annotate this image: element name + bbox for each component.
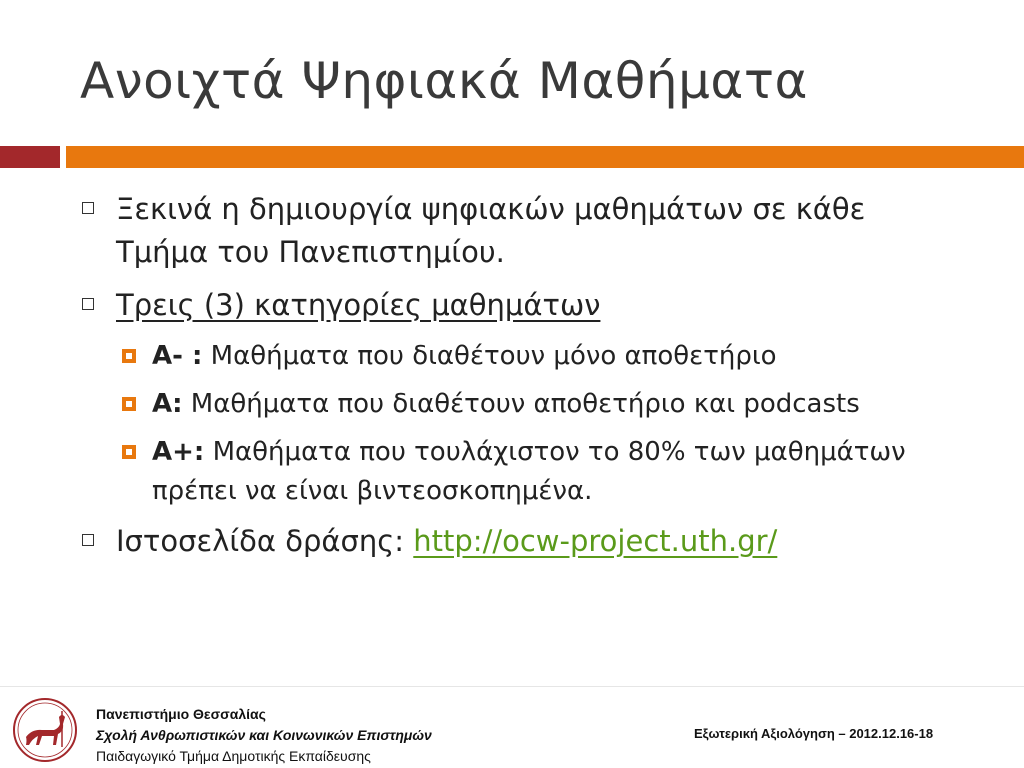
website-label: Ιστοσελίδα δράσης: [116,524,414,558]
bullet-text: Τρεις (3) κατηγορίες μαθημάτων [116,288,601,322]
event-caption: Εξωτερική Αξιολόγηση – 2012.12.16-18 [694,726,934,741]
category-label: Α+: [152,437,205,467]
hollow-square-icon [82,534,94,546]
orange-square-bullet-icon [122,349,136,363]
header-bar-red [0,146,60,168]
university-name: Πανεπιστήμιο Θεσσαλίας [96,706,266,722]
orange-square-bullet-icon [122,397,136,411]
sub-bullet-a-minus [82,337,962,376]
slide-content [82,188,962,573]
hollow-square-icon [82,298,94,310]
slide-title: Ανοιχτά Ψηφιακά Μαθήματα [80,52,808,110]
category-description: Μαθήματα που διαθέτουν μόνο αποθετήριο [202,341,777,371]
university-seal-centaur-icon [12,697,78,763]
orange-square-bullet-icon [122,445,136,459]
category-label: Α: [152,389,183,419]
bullet-item-start-courses [82,188,962,274]
bullet-text: Ξεκινά η δημιουργία ψηφιακών μαθημάτων σε κάθε Τμήμα του Πανεπιστημίου. [116,192,866,269]
sub-bullet-a [82,385,962,424]
category-label: Α- : [152,341,203,371]
category-description: Μαθήματα που διαθέτουν αποθετήριο και podcasts [182,389,860,419]
bullet-item-website [82,520,962,563]
sub-bullet-a-plus [82,433,962,511]
category-description: Μαθήματα που τουλάχιστον το 80% των μαθημάτων πρέπει να είναι βιντεοσκοπημένα. [152,437,906,506]
footer-institution [96,704,432,767]
bullet-item-categories [82,284,962,327]
project-website-link[interactable]: http://ocw-project.uth.gr/ [413,524,778,558]
header-bar-orange [66,146,1024,168]
hollow-square-icon [82,202,94,214]
school-name: Σχολή Ανθρωπιστικών και Κοινωνικών Επιστημών [96,727,432,743]
footer-divider [0,686,1024,687]
department-name: Παιδαγωγικό Τμήμα Δημοτικής Εκπαίδευσης [96,748,371,764]
